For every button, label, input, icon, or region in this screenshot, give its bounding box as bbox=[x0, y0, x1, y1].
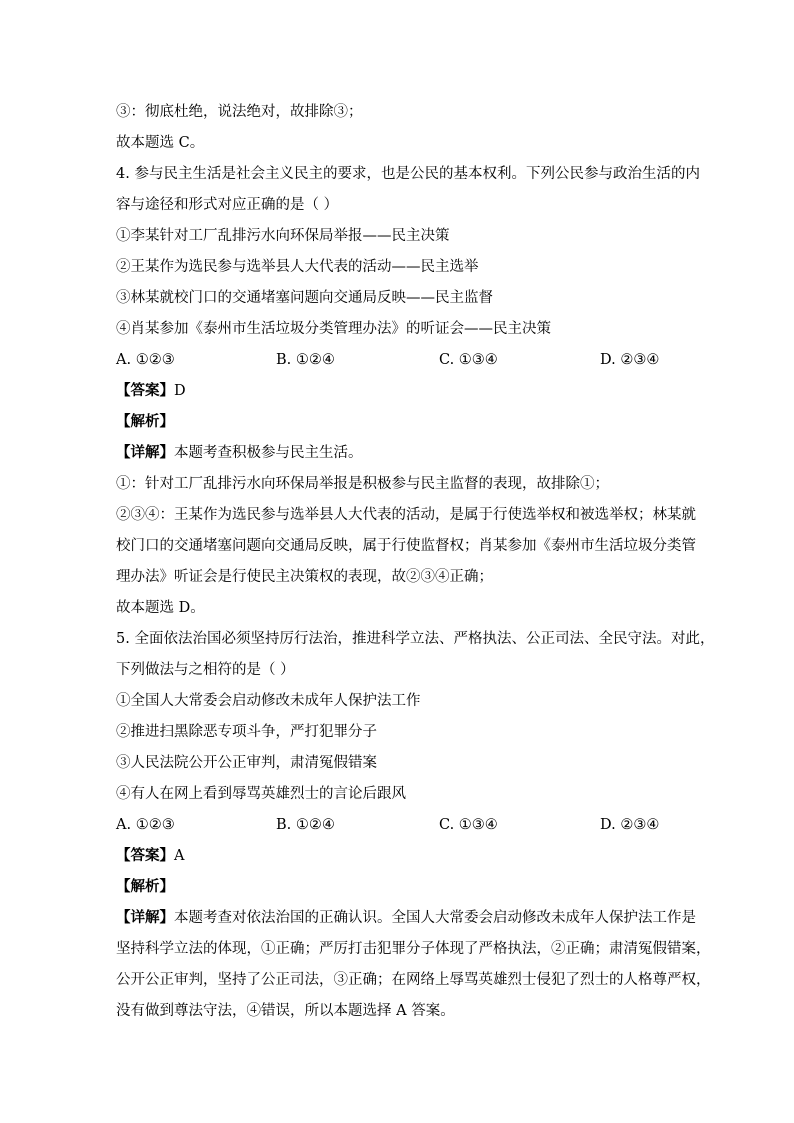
option-c: C. ①③④ bbox=[439, 817, 498, 833]
q4-expl: ①：针对工厂乱排污水向环保局举报是积极参与民主监督的表现，故排除①； bbox=[116, 476, 609, 492]
q4-answer bbox=[116, 381, 696, 401]
q5-expl: 没有做到尊法守法，④错误，所以本题选择 A 答案。 bbox=[116, 1003, 455, 1019]
q5-item: ②推进扫黑除恶专项斗争，严打犯罪分子 bbox=[116, 724, 377, 740]
option-d: D. ②③④ bbox=[600, 352, 660, 368]
q5-item: ④有人在网上看到辱骂英雄烈士的言论后跟风 bbox=[116, 786, 406, 802]
q4-stem: 4. 参与民主生活是社会主义民主的要求，也是公民的基本权利。下列公民参与政治生活的内 bbox=[116, 166, 700, 182]
detail-text: 本题考查对依法治国的正确认识。全国人大常委会启动修改未成年人保护法工作是 bbox=[174, 910, 696, 926]
q5-expl: 坚持科学立法的体现，①正确；严厉打击犯罪分子体现了严格执法，②正确；肃清冤假错案， bbox=[116, 941, 711, 957]
analysis-tag: 【解析】 bbox=[116, 413, 174, 430]
q5-item: ①全国人大常委会启动修改未成年人保护法工作 bbox=[116, 693, 421, 709]
q4-analysis bbox=[116, 412, 696, 432]
q4-expl: 故本题选 D。 bbox=[116, 600, 205, 616]
q5-stem: 下列做法与之相符的是（ ） bbox=[116, 662, 295, 678]
answer-value: A bbox=[174, 848, 185, 864]
analysis-tag: 【解析】 bbox=[116, 878, 174, 895]
q5-answer bbox=[116, 846, 696, 866]
q4-expl: 理办法》听证会是行使民主决策权的表现，故②③④正确； bbox=[116, 569, 493, 585]
option-d: D. ②③④ bbox=[600, 817, 660, 833]
q4-expl: 校门口的交通堵塞问题向交通局反映，属于行使监督权；肖某参加《泰州市生活垃圾分类管 bbox=[116, 538, 696, 554]
q5-detail bbox=[116, 908, 696, 928]
q5-stem: 5. 全面依法治国必须坚持厉行法治，推进科学立法、严格执法、公正司法、全民守法。对此， bbox=[116, 631, 715, 647]
q4-item: ④肖某参加《泰州市生活垃圾分类管理办法》的听证会——民主决策 bbox=[116, 321, 551, 337]
detail-tag: 【详解】 bbox=[116, 909, 174, 926]
option-c: C. ①③④ bbox=[439, 352, 498, 368]
text-line: ③：彻底杜绝，说法绝对，故排除③； bbox=[116, 104, 363, 120]
q5-analysis bbox=[116, 877, 696, 897]
q4-detail bbox=[116, 443, 696, 463]
detail-text: 本题考查积极参与民主生活。 bbox=[174, 445, 363, 461]
answer-tag: 【答案】 bbox=[116, 847, 174, 864]
option-a: A. ①②③ bbox=[116, 352, 175, 368]
option-b: B. ①②④ bbox=[276, 352, 335, 368]
q5-expl: 公开公正审判，坚持了公正司法，③正确；在网络上辱骂英雄烈士侵犯了烈士的人格尊严权， bbox=[116, 972, 711, 988]
q4-item: ①李某针对工厂乱排污水向环保局举报——民主决策 bbox=[116, 228, 450, 244]
q4-item: ②王某作为选民参与选举县人大代表的活动——民主选举 bbox=[116, 259, 479, 275]
answer-tag: 【答案】 bbox=[116, 382, 174, 399]
option-b: B. ①②④ bbox=[276, 817, 335, 833]
option-a: A. ①②③ bbox=[116, 817, 175, 833]
q5-item: ③人民法院公开公正审判，肃清冤假错案 bbox=[116, 755, 377, 771]
text-line: 故本题选 C。 bbox=[116, 135, 205, 151]
q4-stem: 容与途径和形式对应正确的是（ ） bbox=[116, 197, 339, 213]
detail-tag: 【详解】 bbox=[116, 444, 174, 461]
q4-item: ③林某就校门口的交通堵塞问题向交通局反映——民主监督 bbox=[116, 290, 493, 306]
answer-value: D bbox=[174, 383, 186, 399]
q4-expl: ②③④：王某作为选民参与选举县人大代表的活动，是属于行使选举权和被选举权；林某就 bbox=[116, 507, 696, 523]
